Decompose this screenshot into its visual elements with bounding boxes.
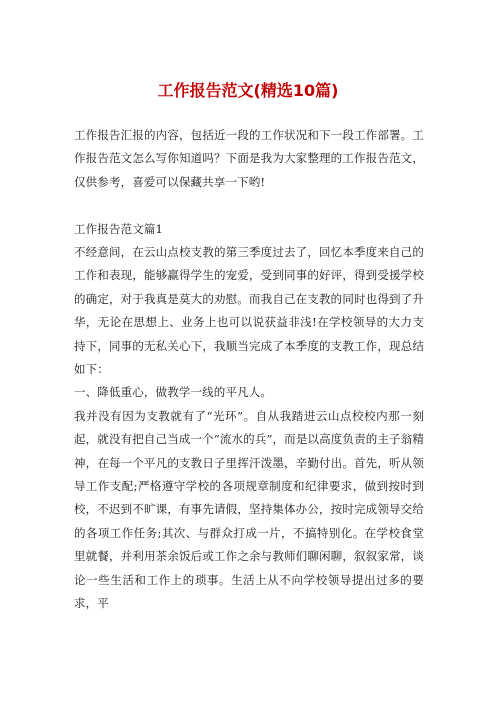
- body-paragraph-1: 不经意间，在云山点校支教的第三季度过去了，回忆本季度来自己的工作和表现，能够赢得学生的宠爱，受到同事的好评，得到受援学校的确定，对于我真是莫大的劝慰。而我自己在支教的同时也得到了升华，无论在思想上、业务上也可以说获益非浅!在学校领导的大力支持下，同事的无私关心下，我顺当完成了本季度的支教工作，现总结如下：: [74, 245, 424, 377]
- document-body: [74, 124, 424, 616]
- body-paragraph-2: 我并没有因为支教就有了“光环”。自从我踏进云山点校校内那一刻起，就没有把自己当成一个“流水的兵”，而是以高度负责的主子翁精神，在每一个平凡的支教日子里挥汗泼墨，辛勤付出。首先，听从领导工作支配;严格遵守学校的各项规章制度和纪律要求，做到按时到校，不迟到不旷课，有事先请假，坚持集体办公，按时完成领导交给的各项工作任务;其次、与群众打成一片，不搞特别化。在学校食堂里就餐，并利用茶余饭后或工作之余与教师们聊闲聊，叙叙家常，谈论一些生活和工作上的琐事。生活上从不向学校领导提出过多的要求，平: [74, 408, 424, 611]
- subheading-1: 一、降低重心，做教学一线的平凡人。: [74, 385, 273, 400]
- document-title: 工作报告范文(精选10篇): [157, 81, 339, 100]
- section-heading: 工作报告范文篇1: [74, 221, 164, 236]
- intro-paragraph: 工作报告汇报的内容，包括近一段的工作状况和下一段工作部署。工作报告范文怎么写你知道吗？下面是我为大家整理的工作报告范文，仅供参考，喜爱可以保藏共享一下哟!: [74, 128, 424, 189]
- paragraph-gap: [74, 194, 424, 217]
